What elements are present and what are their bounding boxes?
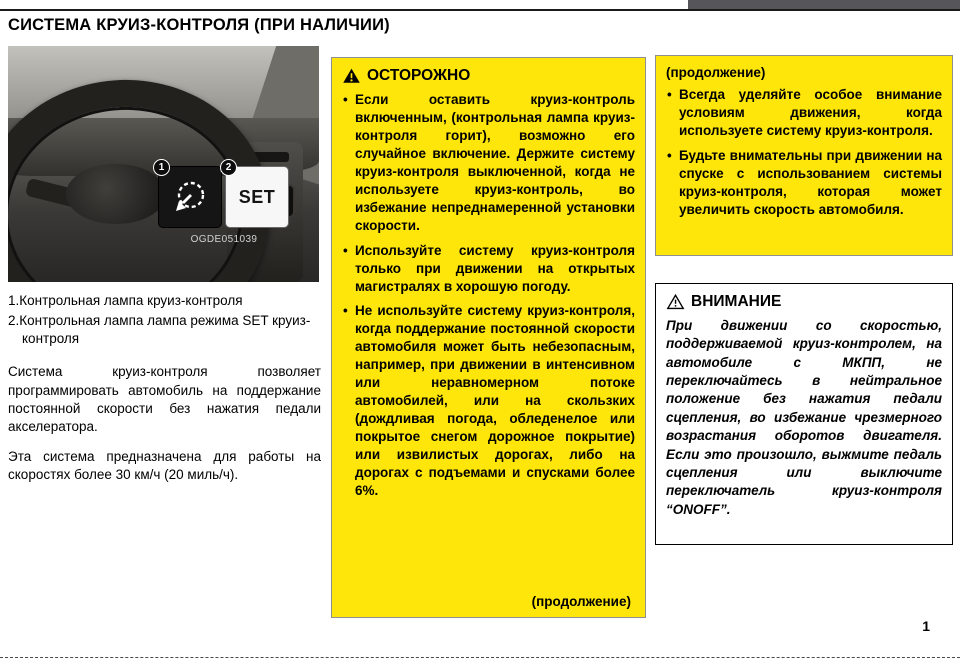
callout-2-badge: 2 bbox=[220, 159, 237, 176]
legend-item-2: 2.Контрольная лампа лампа режима SET круиз-контроля bbox=[8, 312, 311, 346]
intro-paragraph-2: Эта система предназначена для работы на скоростях более 30 км/ч (20 миль/ч). bbox=[8, 448, 321, 482]
figure-code: OGDE051039 bbox=[190, 234, 258, 245]
attention-triangle-icon bbox=[666, 293, 685, 311]
left-column bbox=[8, 46, 321, 484]
continuation-header: (продолжение) bbox=[666, 65, 766, 80]
indicator-inset bbox=[158, 162, 289, 228]
wheel-hub-shape bbox=[66, 164, 166, 224]
caution-bullet-2: • Используйте систему круиз-контроля только при движении на открытых магистралях в хорошую погоду. bbox=[342, 242, 635, 296]
cruise-gauge-icon bbox=[170, 177, 210, 217]
figure-legend bbox=[8, 292, 321, 347]
warning-triangle-icon bbox=[342, 67, 361, 85]
set-indicator-label: SET bbox=[238, 186, 276, 207]
attention-box bbox=[655, 283, 953, 545]
cruise-indicator-box bbox=[158, 162, 222, 228]
continuation-box bbox=[655, 55, 953, 256]
caution-bullet-list bbox=[342, 91, 635, 507]
caution-box-header bbox=[342, 67, 635, 85]
attention-body: При движении со скоростью, поддерживаемой круиз-контролем, на автомобиле с МКПП, не переключайтесь в нейтральное положение без нажатия педали сцепления, во избежание чрезмерного возрастания оборотов двигателя. Если это произошло, выжмите педаль сцепления или выключите переключатель круиз-контроля “ONOFF”. bbox=[666, 318, 942, 517]
section-tab bbox=[688, 0, 960, 9]
continuation-bullet-list bbox=[666, 86, 942, 219]
page-number: 1 bbox=[922, 618, 930, 634]
page-bottom-divider bbox=[0, 657, 960, 658]
attention-title: ВНИМАНИЕ bbox=[691, 293, 782, 310]
continuation-bullet-1: • Всегда уделяйте особое внимание условиям движения, когда используете систему круиз-контроля. bbox=[666, 86, 942, 140]
page-title: СИСТЕМА КРУИЗ-КОНТРОЛЯ (ПРИ НАЛИЧИИ) bbox=[8, 16, 390, 34]
caution-title: ОСТОРОЖНО bbox=[367, 67, 471, 84]
dashboard-photo bbox=[8, 46, 319, 282]
continuation-bullet-2: • Будьте внимательны при движении на спуске с использованием системы круиз-контроля, которая может увеличить скорость автомобиля. bbox=[666, 147, 942, 219]
set-indicator-box bbox=[225, 162, 289, 228]
header-divider bbox=[0, 9, 960, 11]
attention-box-header bbox=[666, 293, 942, 311]
caution-bullet-3: • Не используйте систему круиз-контроля, когда поддержание постоянной скорости автомобиля может быть небезопасным, например, при движении в интенсивном или неравномерном потоке автомобилей, или на скользких (дождливая погода, обледенелое или покрытое снегом дорожное покрытие) или извилистых дорогах, либо на дорогах с подъемами и спусками более 6%. bbox=[342, 302, 635, 499]
callout-1-badge: 1 bbox=[153, 159, 170, 176]
legend-item-1: 1.Контрольная лампа круиз-контроля bbox=[8, 293, 243, 308]
right-column bbox=[655, 55, 953, 517]
intro-paragraph-1: Система круиз-контроля позволяет программировать автомобиль на поддержание постоянной скорости без нажатия педали акселератора. bbox=[8, 364, 321, 434]
middle-column bbox=[331, 57, 646, 618]
caution-continuation-note: (продолжение) bbox=[531, 594, 631, 609]
caution-bullet-1: • Если оставить круиз-контроль включенным, (контрольная лампа круиз-контроля горит), возможно его случайное включение. Держите систему круиз-контроля выключенной, когда не используете круиз-контроль, во избежание непреднамеренной установки скорости. bbox=[342, 91, 635, 235]
caution-box bbox=[331, 57, 646, 618]
